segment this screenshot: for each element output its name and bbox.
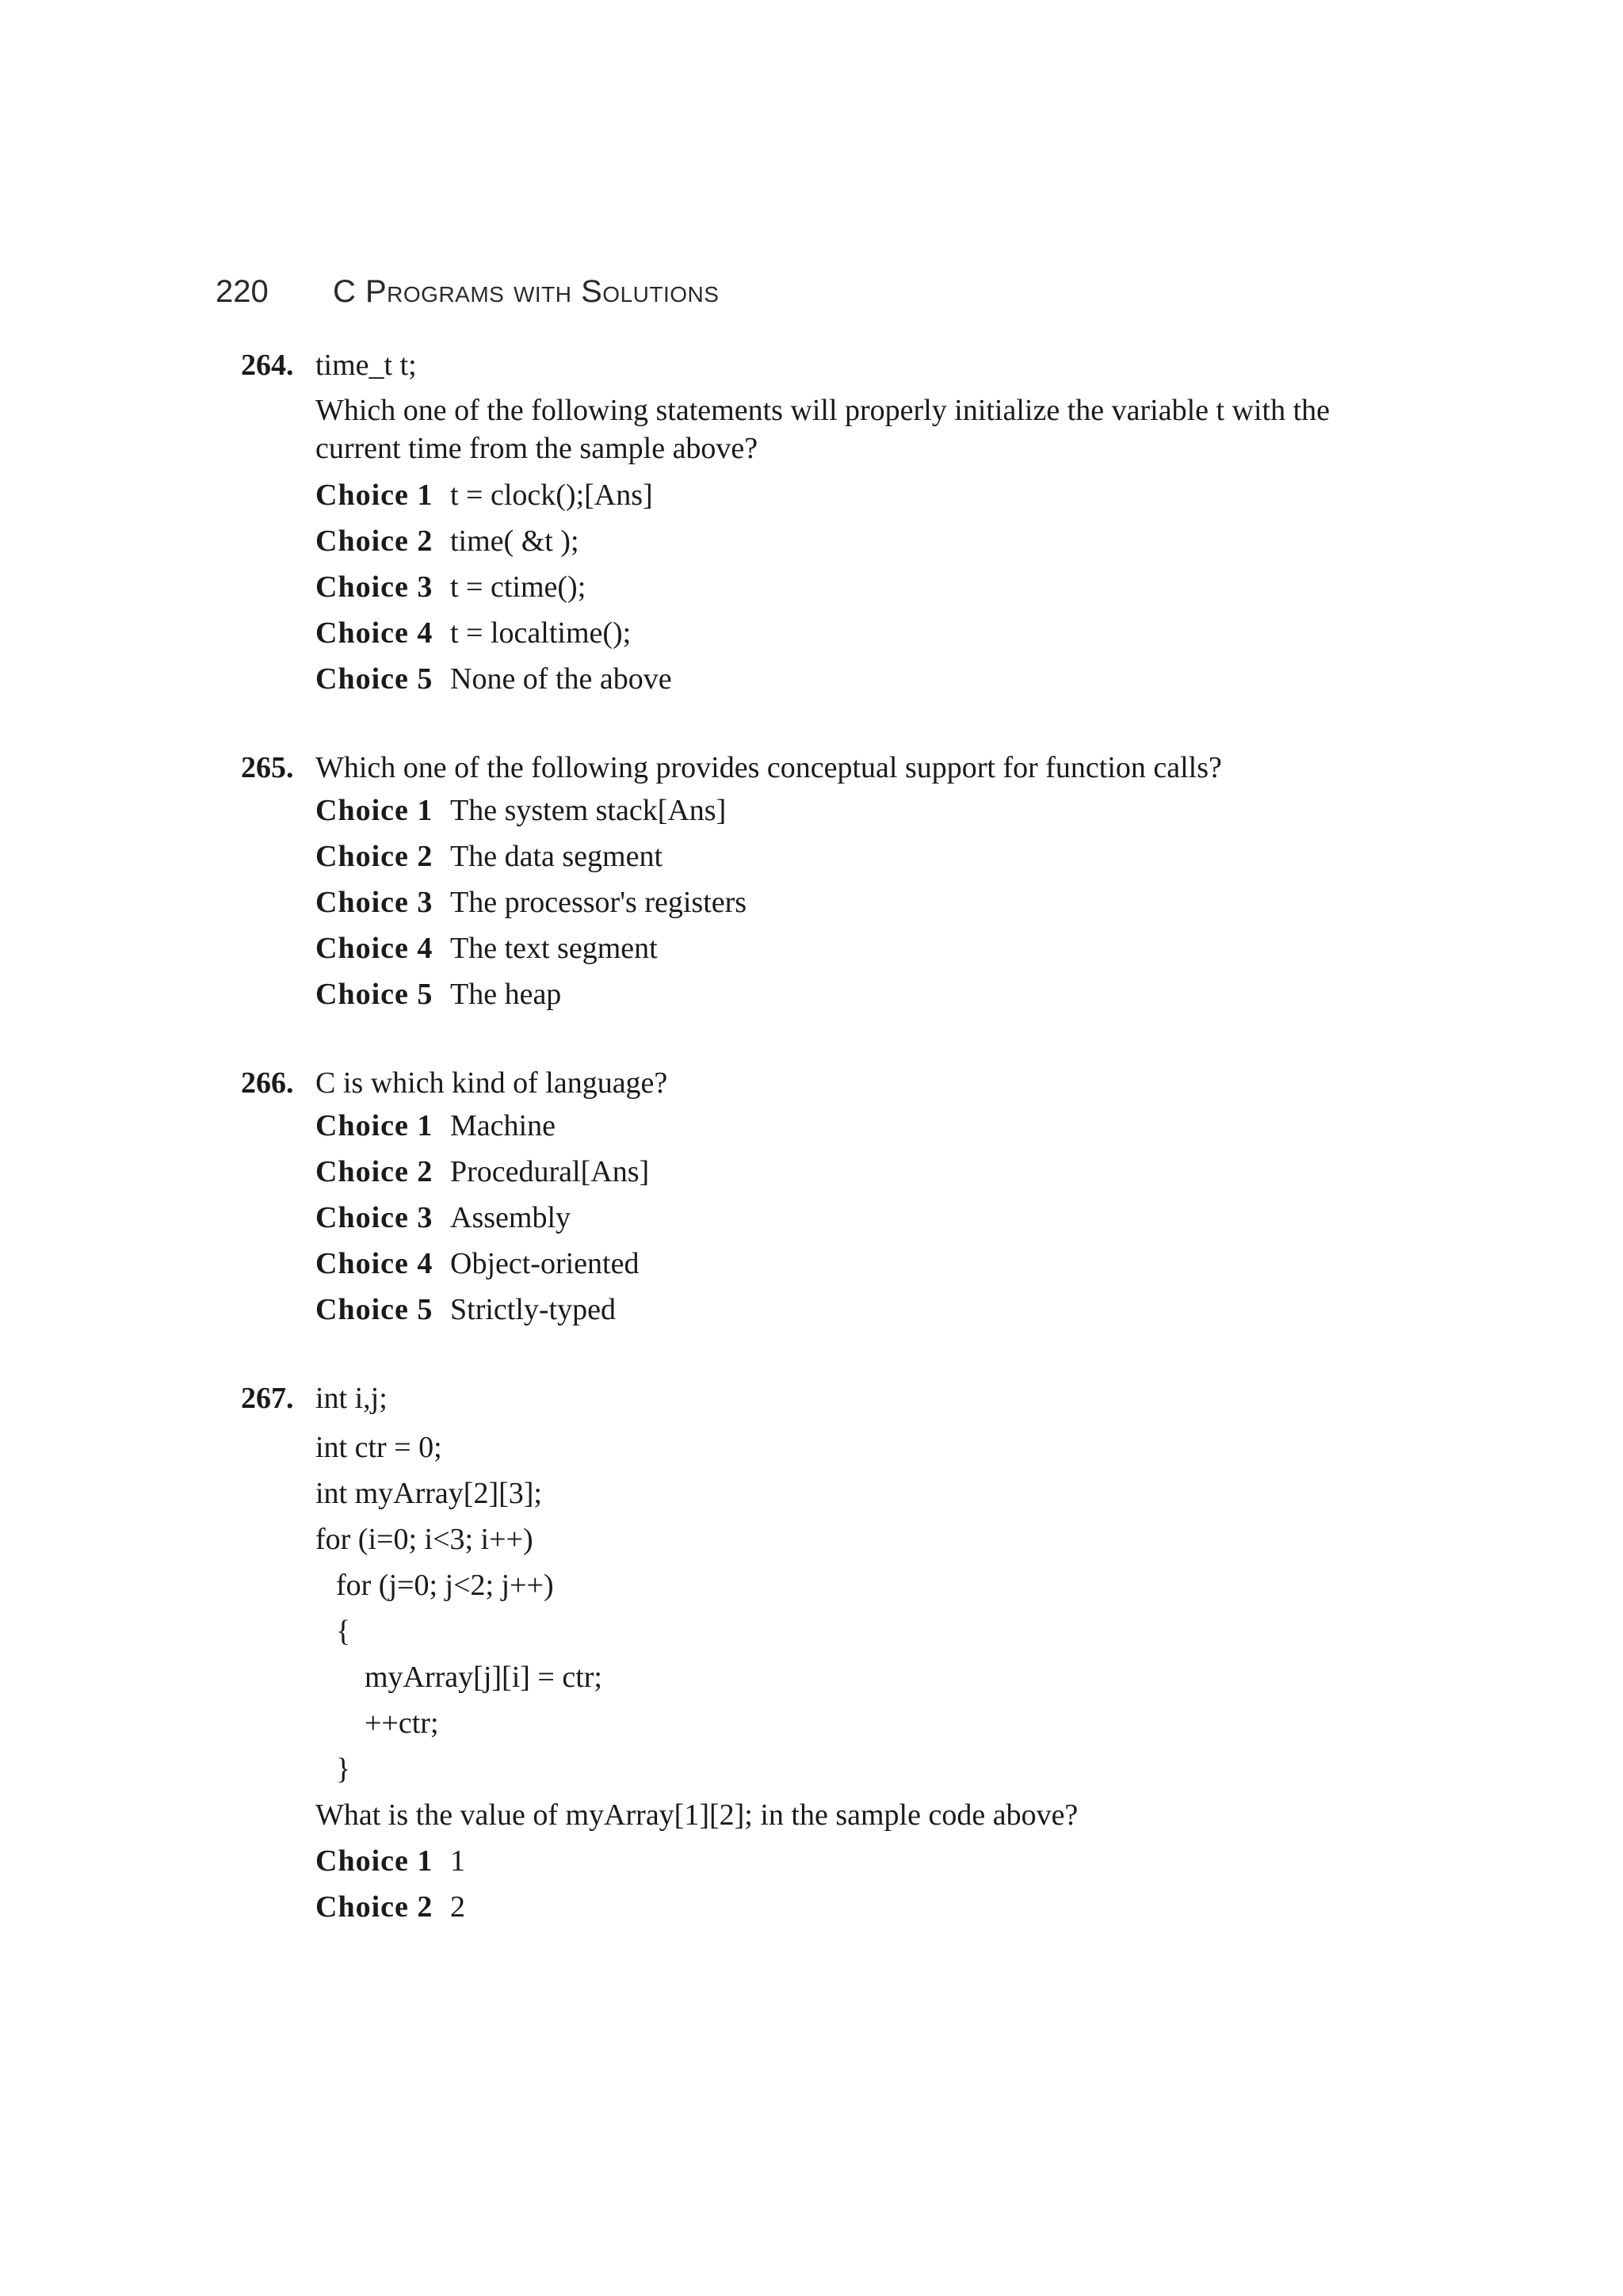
choice-label: Choice 3 xyxy=(315,570,433,604)
code-line: for (j=0; j<2; j++) xyxy=(336,1569,554,1602)
choice-label: Choice 2 xyxy=(315,840,433,873)
choice-label: Choice 2 xyxy=(315,1155,433,1188)
choice-item xyxy=(315,564,1417,610)
code-line: myArray[j][i] = ctr; xyxy=(365,1661,602,1694)
choice-text: The processor's registers xyxy=(450,886,747,919)
choice-text: The system stack[Ans] xyxy=(450,794,727,827)
question-stem: Which one of the following provides conceptual support for function calls? xyxy=(315,751,1222,784)
choice-label: Choice 3 xyxy=(315,1201,433,1234)
question-body xyxy=(315,345,1417,702)
choice-item xyxy=(315,788,1417,833)
code-line: ++ctr; xyxy=(365,1707,439,1740)
question-stem: C is which kind of language? xyxy=(315,1066,668,1100)
choice-item xyxy=(315,971,1417,1017)
choice-label: Choice 2 xyxy=(315,524,433,558)
choice-label: Choice 5 xyxy=(315,978,433,1011)
question-264 xyxy=(0,345,1623,702)
choice-item xyxy=(315,1884,1417,1930)
choice-text: Procedural[Ans] xyxy=(450,1155,650,1188)
choice-item xyxy=(315,925,1417,971)
choice-text: Assembly xyxy=(450,1201,571,1234)
choice-label: Choice 2 xyxy=(315,1890,433,1924)
choice-text: 1 xyxy=(450,1844,465,1878)
choice-item xyxy=(315,1103,1417,1149)
choice-label: Choice 4 xyxy=(315,932,433,965)
question-number: 267. xyxy=(241,1382,294,1415)
choice-label: Choice 1 xyxy=(315,479,433,512)
choice-text: Strictly-typed xyxy=(450,1293,616,1326)
question-number: 265. xyxy=(241,751,294,784)
page-header xyxy=(216,274,1484,322)
question-body xyxy=(315,1379,1417,1930)
choice-label: Choice 5 xyxy=(315,662,433,696)
running-title: C Programs with Solutions xyxy=(333,274,720,309)
choice-item xyxy=(315,1195,1417,1241)
choice-text: Object-oriented xyxy=(450,1247,640,1280)
choice-label: Choice 1 xyxy=(315,794,433,827)
choice-text: None of the above xyxy=(450,662,672,696)
code-line: int myArray[2][3]; xyxy=(315,1477,542,1510)
choice-text: 2 xyxy=(450,1890,465,1924)
question-body xyxy=(315,748,1417,1017)
choice-item xyxy=(315,879,1417,925)
question-number: 264. xyxy=(241,349,294,382)
choice-label: Choice 5 xyxy=(315,1293,433,1326)
code-line: time_t t; xyxy=(315,349,417,382)
page-content xyxy=(0,345,1623,1976)
question-body xyxy=(315,1063,1417,1333)
choice-item xyxy=(315,518,1417,564)
code-line: } xyxy=(336,1753,351,1786)
code-line: int ctr = 0; xyxy=(315,1431,442,1464)
question-stem: What is the value of myArray[1][2]; in the sample code above? xyxy=(315,1798,1079,1832)
choice-label: Choice 4 xyxy=(315,616,433,650)
choice-item xyxy=(315,1838,1417,1884)
question-266 xyxy=(0,1063,1623,1333)
choice-text: The data segment xyxy=(450,840,663,873)
choice-item xyxy=(315,833,1417,879)
choice-item xyxy=(315,610,1417,656)
question-267 xyxy=(0,1379,1623,1930)
choice-item xyxy=(315,1287,1417,1333)
choice-item xyxy=(315,1241,1417,1287)
choice-label: Choice 1 xyxy=(315,1109,433,1142)
choice-item xyxy=(315,656,1417,702)
choice-text: Machine xyxy=(450,1109,556,1142)
page-number: 220 xyxy=(216,274,269,309)
choice-text: t = localtime(); xyxy=(450,616,632,650)
code-line: { xyxy=(336,1615,351,1648)
question-265 xyxy=(0,748,1623,1017)
choice-text: The heap xyxy=(450,978,562,1011)
choice-item xyxy=(315,1149,1417,1195)
question-stem: Which one of the following statements will properly initialize the variable t with the current time from the sample above? xyxy=(315,394,1331,465)
question-number: 266. xyxy=(241,1066,294,1100)
choice-text: t = clock();[Ans] xyxy=(450,479,653,512)
code-line: int i,j; xyxy=(315,1382,388,1415)
code-line: for (i=0; i<3; i++) xyxy=(315,1523,533,1556)
choice-text: The text segment xyxy=(450,932,658,965)
choice-label: Choice 1 xyxy=(315,1844,433,1878)
choice-label: Choice 3 xyxy=(315,886,433,919)
choice-text: time( &t ); xyxy=(450,524,579,558)
choice-item xyxy=(315,472,1417,518)
choice-text: t = ctime(); xyxy=(450,570,586,604)
choice-label: Choice 4 xyxy=(315,1247,433,1280)
